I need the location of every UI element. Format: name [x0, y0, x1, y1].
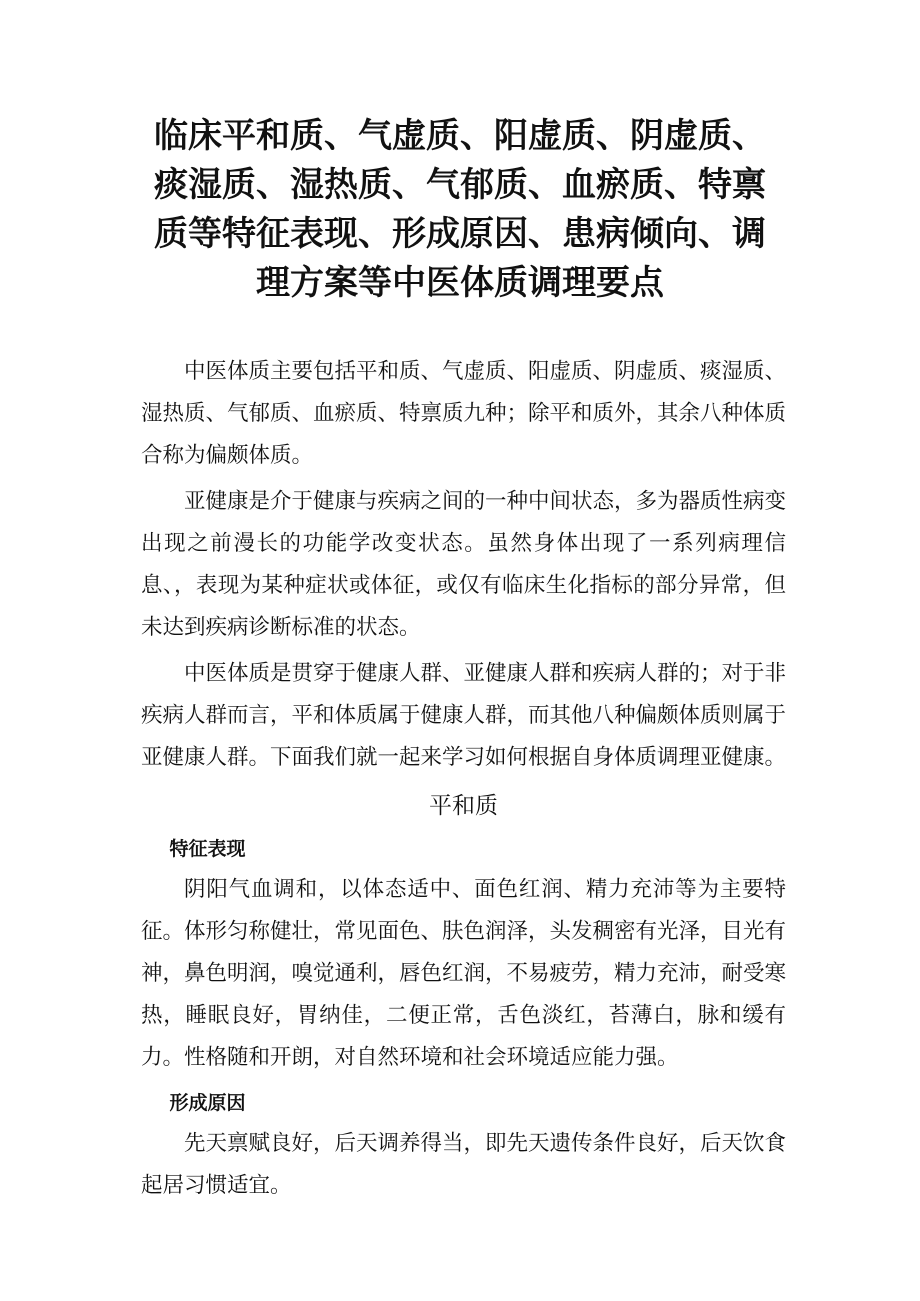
- features-paragraph: 阴阳气血调和，以体态适中、面色红润、精力充沛等为主要特征。体形匀称健壮，常见面色、肤色润泽，头发稠密有光泽，目光有神，鼻色明润，嗅觉通利，唇色红润，不易疲劳，精力充沛，耐受寒热，睡眠良好，胃纳佳，二便正常，舌色淡红，苔薄白，脉和缓有力。性格随和开朗，对自然环境和社会环境适应能力强。: [141, 877, 787, 1070]
- document-title: 临床平和质、气虚质、阳虚质、阴虚质、痰湿质、湿热质、气郁质、血瘀质、特禀质等特征表现、形成原因、患病倾向、调理方案等中医体质调理要点: [154, 116, 766, 303]
- section-heading: 平和质: [429, 793, 498, 819]
- features-heading: 特征表现: [169, 838, 246, 860]
- causes-paragraph: 先天禀赋良好，后天调养得当，即先天遗传条件良好，后天饮食起居习惯适宜。: [141, 1131, 787, 1198]
- document-body: [141, 351, 786, 1211]
- causes-heading: 形成原因: [169, 1092, 246, 1114]
- intro-paragraph-1: 中医体质主要包括平和质、气虚质、阳虚质、阴虚质、痰湿质、湿热质、气郁质、血瘀质、特禀质九种；除平和质外，其余八种体质合称为偏颇体质。: [141, 359, 787, 468]
- intro-paragraph-3: 中医体质是贯穿于健康人群、亚健康人群和疾病人群的；对于非疾病人群而言，平和体质属于健康人群，而其他八种偏颇体质则属于亚健康人群。下面我们就一起来学习如何根据自身体质调理亚健康。: [141, 661, 787, 770]
- intro-paragraph-2: 亚健康是介于健康与疾病之间的一种中间状态，多为器质性病变出现之前漫长的功能学改变状态。虽然身体出现了一系列病理信息、，表现为某种症状或体征，或仅有临床生化指标的部分异常，但未达到疾病诊断标准的状态。: [141, 489, 787, 640]
